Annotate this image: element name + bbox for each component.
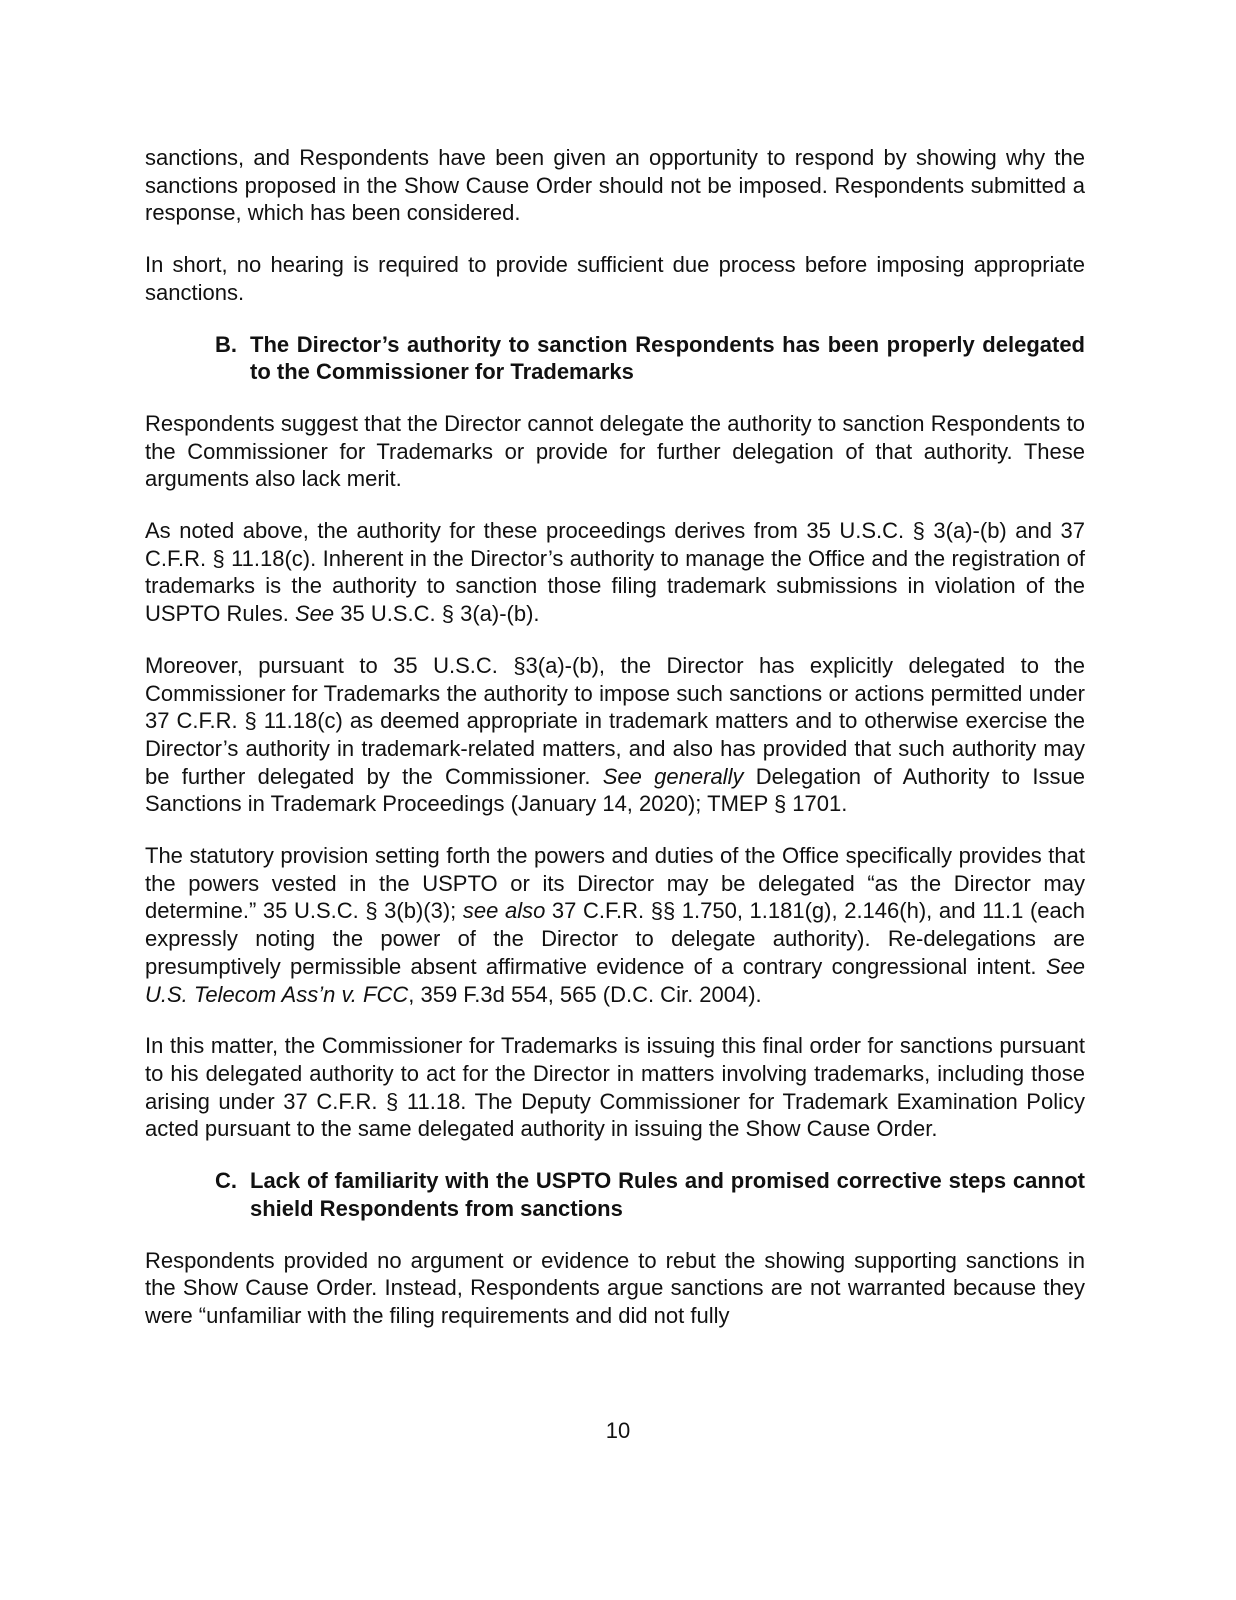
- section-title-c: Lack of familiarity with the USPTO Rules and promised corrective steps cannot shield Respondents from sanctions: [250, 1168, 1085, 1221]
- citation-signal: see also: [462, 898, 546, 924]
- section-heading-b: [215, 331, 1085, 386]
- paragraph-no-hearing: In short, no hearing is required to provide sufficient due process before imposing appropriate sanctions.: [145, 252, 1085, 305]
- text-run: Delegation of Authority to Issue Sanctions in Trademark Proceedings (January 14, 2020); TMEP § 1701.: [145, 763, 1085, 817]
- document-page: [145, 144, 1085, 1354]
- section-letter-c: C.: [215, 1168, 237, 1194]
- citation-signal: See generally: [602, 763, 744, 789]
- paragraph-authority-derives: [145, 517, 1085, 628]
- text-run: As noted above, the authority for these proceedings derives from 35 U.S.C. § 3(a)-(b) and 37 C.F.R. § 11.18(c). Inherent in the Director’s authority to manage the Office and the registration of trademarks is the authority to sanction those filing trademark submissions in violation of the USPTO Rules.: [145, 518, 1085, 627]
- paragraph-due-process-response: sanctions, and Respondents have been given an opportunity to respond by showing why the sanctions proposed in the Show Cause Order should not be imposed. Respondents submitted a response, which has been considered.: [145, 145, 1085, 226]
- paragraph-statutory-provision: [145, 842, 1085, 1008]
- citation-signal: See: [294, 601, 335, 627]
- paragraph-respondents-suggest: Respondents suggest that the Director cannot delegate the authority to sanction Respondents to the Commissioner for Trademarks or provide for further delegation of that authority. These arguments also lack merit.: [145, 410, 1085, 492]
- paragraph-explicit-delegation: [145, 652, 1085, 818]
- section-heading-c: [215, 1167, 1085, 1222]
- section-letter-b: B.: [215, 331, 237, 357]
- paragraph-commissioner-issuing: In this matter, the Commissioner for Trademarks is issuing this final order for sanctions pursuant to his delegated authority to act for the Director in matters involving trademarks, including those arising under 37 C.F.R. § 11.18. The Deputy Commissioner for Trademark Examination Policy acted pursuant to the same delegated authority in issuing the Show Cause Order.: [145, 1033, 1085, 1142]
- case-citation: See U.S. Telecom Ass’n v. FCC: [145, 953, 1085, 1007]
- text-run: , 359 F.3d 554, 565 (D.C. Cir. 2004).: [408, 981, 762, 1007]
- text-run: The statutory provision setting forth the powers and duties of the Office specifically provides that the powers vested in the USPTO or its Director may be delegated “as the Director may determine.” 35 U.S.C. § 3(b)(3);: [145, 843, 1085, 924]
- paragraph-no-rebuttal: Respondents provided no argument or evidence to rebut the showing supporting sanctions in the Show Cause Order. Instead, Respondents argue sanctions are not warranted because they were “unfamiliar with the filing requirements and did not fully: [145, 1247, 1085, 1328]
- text-run: Moreover, pursuant to 35 U.S.C. §3(a)-(b), the Director has explicitly delegated to the Commissioner for Trademarks the authority to impose such sanctions or actions permitted under 37 C.F.R. § 11.18(c) as deemed appropriate in trademark matters and to otherwise exercise the Director’s authority in trademark-related matters, and also has provided that such authority may be further delegated by the Commissioner.: [145, 652, 1085, 789]
- page-number: 10: [605, 1418, 631, 1443]
- text-run: 35 U.S.C. § 3(a)-(b).: [334, 601, 540, 627]
- section-title-b: The Director’s authority to sanction Respondents has been properly delegated to the Commissioner for Trademarks: [250, 331, 1085, 385]
- text-run: 37 C.F.R. §§ 1.750, 1.181(g), 2.146(h), and 11.1 (each expressly noting the power of the Director to delegate authority). Re-delegations are presumptively permissible absent affirmative evidence of a contrary congressional intent.: [145, 898, 1085, 979]
